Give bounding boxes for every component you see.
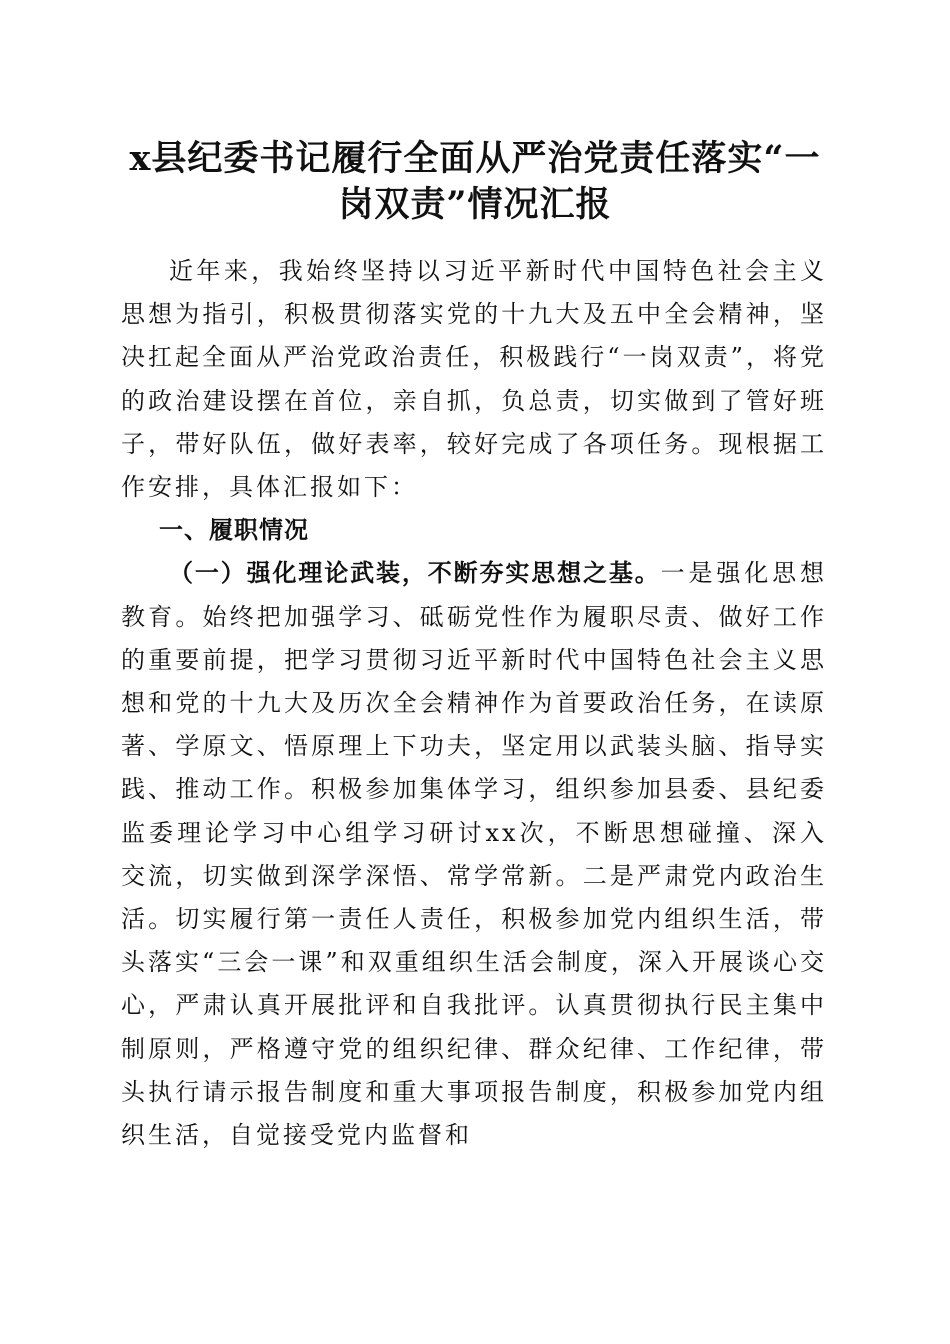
subsection-body: 一是强化思想教育。始终把加强学习、砥砺党性作为履职尽责、做好工作的重要前提，把学习贯彻习近平新时代中国特色社会主义思想和党的十九大及历次全会精神作为首要政治任务，在读原著、学原文、悟原理上下功夫，坚定用以武装头脑、指导实践、推动工作。积极参加集体学习，组织参加县委、县纪委监委理论学习中心组学习研讨xx次，不断思想碰撞、深入交流，切实做到深学深悟、常学常新。二是严肃党内政治生活。切实履行第一责任人责任，积极参加党内组织生活，带头落实“三会一课”和双重组织生活会制度，深入开展谈心交心，严肃认真开展批评和自我批评。认真贯彻执行民主集中制原则，严格遵守党的组织纪律、群众纪律、工作纪律，带头执行请示报告制度和重大事项报告制度，积极参加党内组织生活，自觉接受党内监督和 [121, 559, 827, 1150]
subsection-paragraph [121, 552, 827, 1157]
title-line-1: x县纪委书记履行全面从严治党责任落实“一 [129, 138, 821, 179]
subsection-lead: （一）强化理论武装，不断夯实思想之基。 [169, 559, 661, 588]
document-body [121, 250, 827, 1157]
title-line-2: 岗双责”情况汇报 [338, 184, 612, 225]
intro-paragraph: 近年来，我始终坚持以习近平新时代中国特色社会主义思想为指引，积极贯彻落实党的十九大及五中全会精神，坚决扛起全面从严治党政治责任，积极践行“一岗双责”，将党的政治建设摆在首位，亲自抓，负总责，切实做到了管好班子，带好队伍，做好表率，较好完成了各项任务。现根据工作安排，具体汇报如下： [121, 257, 827, 502]
document-title [110, 136, 840, 228]
section-heading: 一、履职情况 [159, 516, 309, 545]
